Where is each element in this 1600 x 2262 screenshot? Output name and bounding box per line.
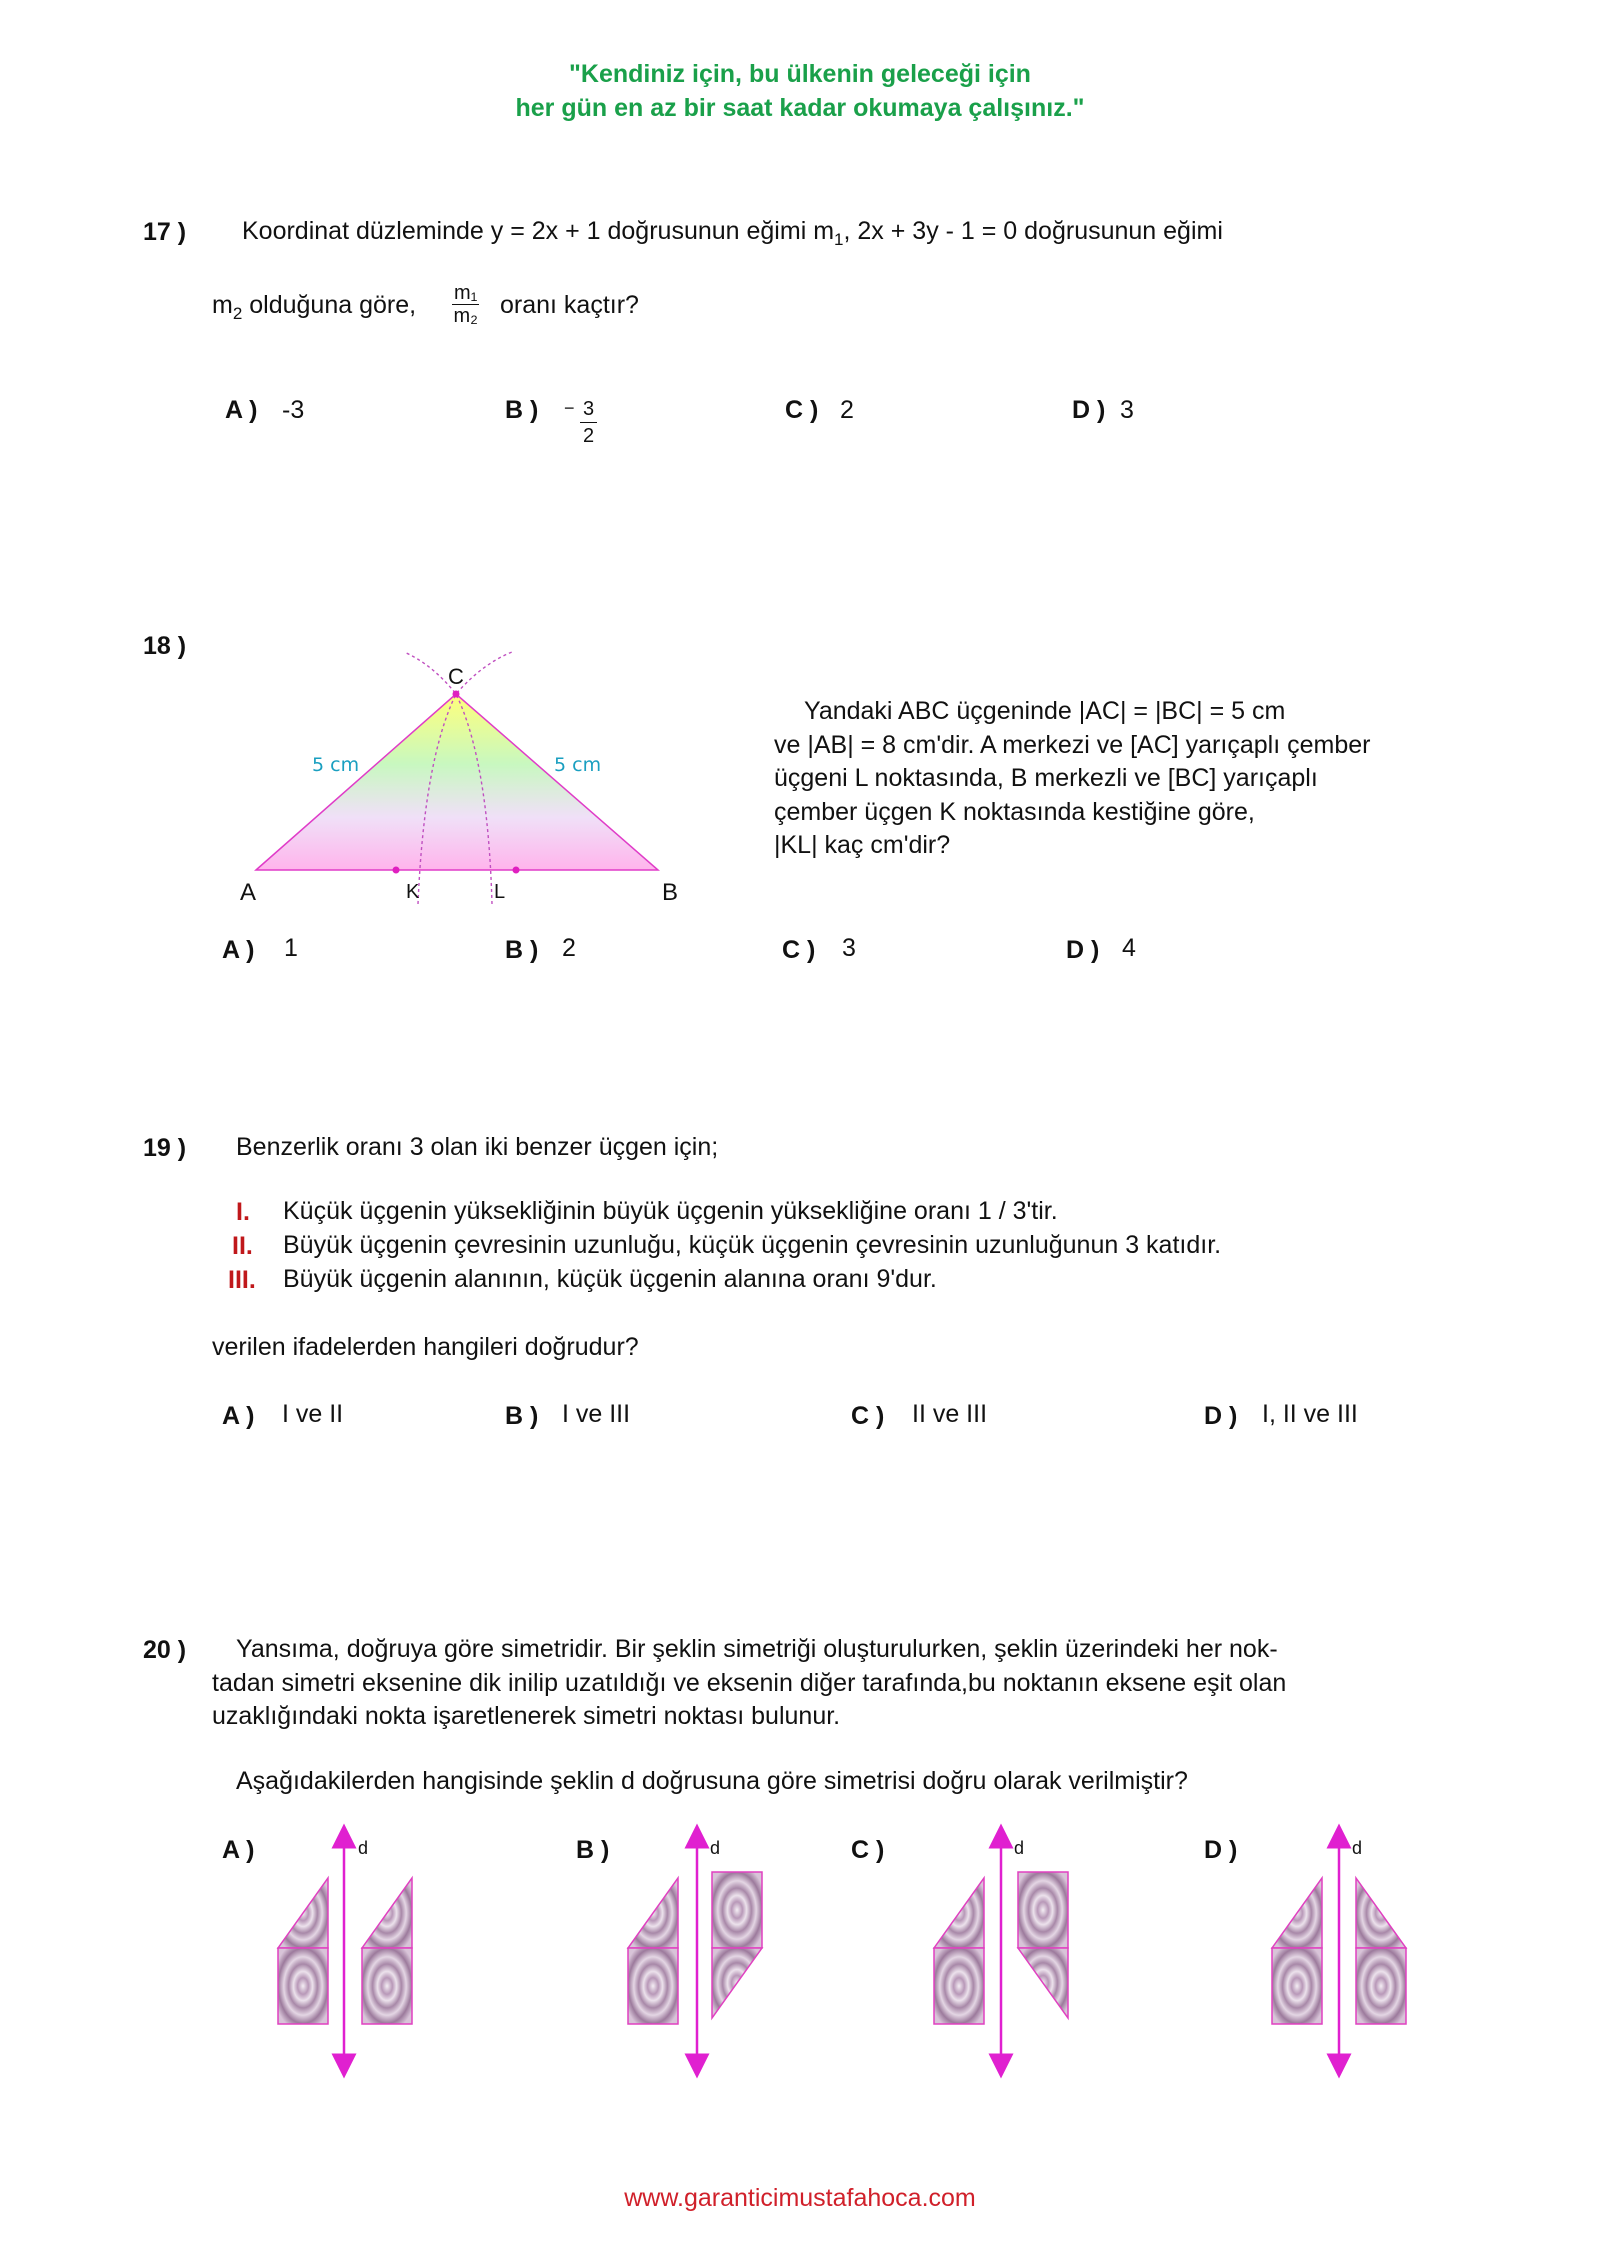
q18-option-b-label[interactable]: B ) [505, 936, 539, 964]
q18-text-line-5: |KL| kaç cm'dir? [774, 831, 951, 859]
q19-option-d-label[interactable]: D ) [1204, 1402, 1238, 1430]
q17-option-a-label[interactable]: A ) [225, 396, 258, 424]
q18-text-line-1: Yandaki ABC üçgeninde |AC| = |BC| = 5 cm [804, 697, 1286, 725]
q20-question: Aşağıdakilerden hangisinde şeklin d doğrusuna göre simetrisi doğru olarak verilmiştir? [236, 1767, 1188, 1795]
q17-option-a-value: -3 [282, 396, 305, 424]
q18-option-c-label[interactable]: C ) [782, 936, 816, 964]
q18-option-c-value: 3 [842, 934, 856, 962]
q18-option-a-value: 1 [284, 934, 298, 962]
axis-label-b: d [710, 1838, 721, 1858]
q19-option-d-value: I, II ve III [1262, 1400, 1358, 1428]
q17-option-c-label[interactable]: C ) [785, 396, 819, 424]
q17-line1: Koordinat düzleminde y = 2x + 1 doğrusunun eğimi $m_1$, 2x + 3y - 1 = 0 doğrusunun eğimi [242, 217, 1223, 249]
q17-ratio-fraction: $\frac{\text{m₁}}{\text{m₂}}$ [453, 282, 478, 327]
q19-option-b-label[interactable]: B ) [505, 1402, 539, 1430]
q18-text-line-4: çember üçgen K noktasında kestiğine göre, [774, 798, 1255, 826]
triangle-abc [256, 694, 658, 870]
q20-text-line-1: Yansıma, doğruya göre simetridir. Bir şeklin simetriği oluşturulurken, şeklin üzerindeki her nok- [236, 1635, 1278, 1663]
point-c [453, 691, 460, 698]
axis-label-d: d [1352, 1838, 1363, 1858]
axis-label-c: d [1014, 1838, 1025, 1858]
motto-line-2: her gün en az bir saat kadar okumaya çalışınız." [515, 94, 1085, 122]
q19-statement-2: Büyük üçgenin çevresinin uzunluğu, küçük üçgenin çevresinin uzunluğunun 3 katıdır. [283, 1231, 1222, 1259]
q20-option-a-label[interactable]: A ) [222, 1836, 255, 1864]
q19-roman-3: III. [228, 1266, 256, 1294]
q18-option-d-label[interactable]: D ) [1066, 936, 1100, 964]
q20-option-b-label[interactable]: B ) [576, 1836, 610, 1864]
q18-option-a-label[interactable]: A ) [222, 936, 255, 964]
point-k-label: K [406, 881, 420, 903]
q17-line2-end: oranı kaçtır? [500, 291, 639, 319]
q18-text-line-3: üçgeni L noktasında, B merkezli ve [BC] yarıçaplı [774, 764, 1318, 792]
q19-option-c-value: II ve III [912, 1400, 988, 1428]
q20-number: 20 ) [143, 1636, 187, 1664]
q20-option-d-label[interactable]: D ) [1204, 1836, 1238, 1864]
q20-option-b-figure [628, 1836, 762, 2066]
q17-option-b-fraction: $\frac{3}{2}$ [580, 396, 597, 449]
q17-option-b-label[interactable]: B ) [505, 396, 539, 424]
q18-triangle-figure [220, 650, 720, 910]
q19-statement-3: Büyük üçgenin alanının, küçük üçgenin alanına oranı 9'dur. [283, 1265, 937, 1293]
q18-number: 18 ) [143, 632, 187, 660]
q17-option-d-value: 3 [1120, 396, 1134, 424]
vertex-b-label: B [662, 879, 679, 906]
q20-option-c-label[interactable]: C ) [851, 1836, 885, 1864]
q20-symmetry-figures [0, 1820, 1600, 2080]
motto-line-1: "Kendiniz için, bu ülkenin geleceği için [569, 60, 1031, 88]
q19-option-c-label[interactable]: C ) [851, 1402, 885, 1430]
point-k [393, 867, 400, 874]
side-bc-label: 5 cm [554, 754, 602, 776]
q20-option-c-figure [934, 1836, 1068, 2066]
q20-text-line-3: uzaklığındaki nokta işaretlenerek simetri noktası bulunur. [212, 1702, 841, 1730]
point-l [513, 867, 520, 874]
q19-roman-1: I. [236, 1198, 250, 1226]
q19-option-b-value: I ve III [562, 1400, 631, 1428]
q17-number: 17 ) [143, 218, 187, 246]
q18-option-b-value: 2 [562, 934, 576, 962]
footer-url[interactable]: www.garanticimustafahoca.com [624, 2184, 976, 2212]
q18-text-line-2: ve |AB| = 8 cm'dir. A merkezi ve [AC] yarıçaplı çember [774, 731, 1371, 759]
q17-line2: $m_2$ olduğuna göre, [212, 291, 417, 323]
q19-option-a-value: I ve II [282, 1400, 344, 1428]
q20-option-d-figure [1272, 1836, 1406, 2066]
point-l-label: L [494, 881, 506, 903]
q19-statement-1: Küçük üçgenin yüksekliğinin büyük üçgenin yüksekliğine oranı 1 / 3'tir. [283, 1197, 1058, 1225]
q17-option-b-sign: − [564, 398, 575, 418]
axis-label-a: d [358, 1838, 369, 1858]
q17-option-d-label[interactable]: D ) [1072, 396, 1106, 424]
q18-option-d-value: 4 [1122, 934, 1136, 962]
q17-option-c-value: 2 [840, 396, 854, 424]
q19-roman-2: II. [232, 1232, 253, 1260]
q19-option-a-label[interactable]: A ) [222, 1402, 255, 1430]
vertex-c-label: C [448, 664, 464, 689]
q19-intro: Benzerlik oranı 3 olan iki benzer üçgen için; [236, 1133, 719, 1161]
q19-number: 19 ) [143, 1134, 187, 1162]
q19-question: verilen ifadelerden hangileri doğrudur? [212, 1333, 639, 1361]
q20-text-line-2: tadan simetri eksenine dik inilip uzatıldığı ve eksenin diğer tarafında,bu noktanın eksene eşit olan [212, 1669, 1287, 1697]
vertex-a-label: A [240, 879, 257, 906]
side-ac-label: 5 cm [312, 754, 360, 776]
q20-option-a-figure [278, 1836, 412, 2066]
